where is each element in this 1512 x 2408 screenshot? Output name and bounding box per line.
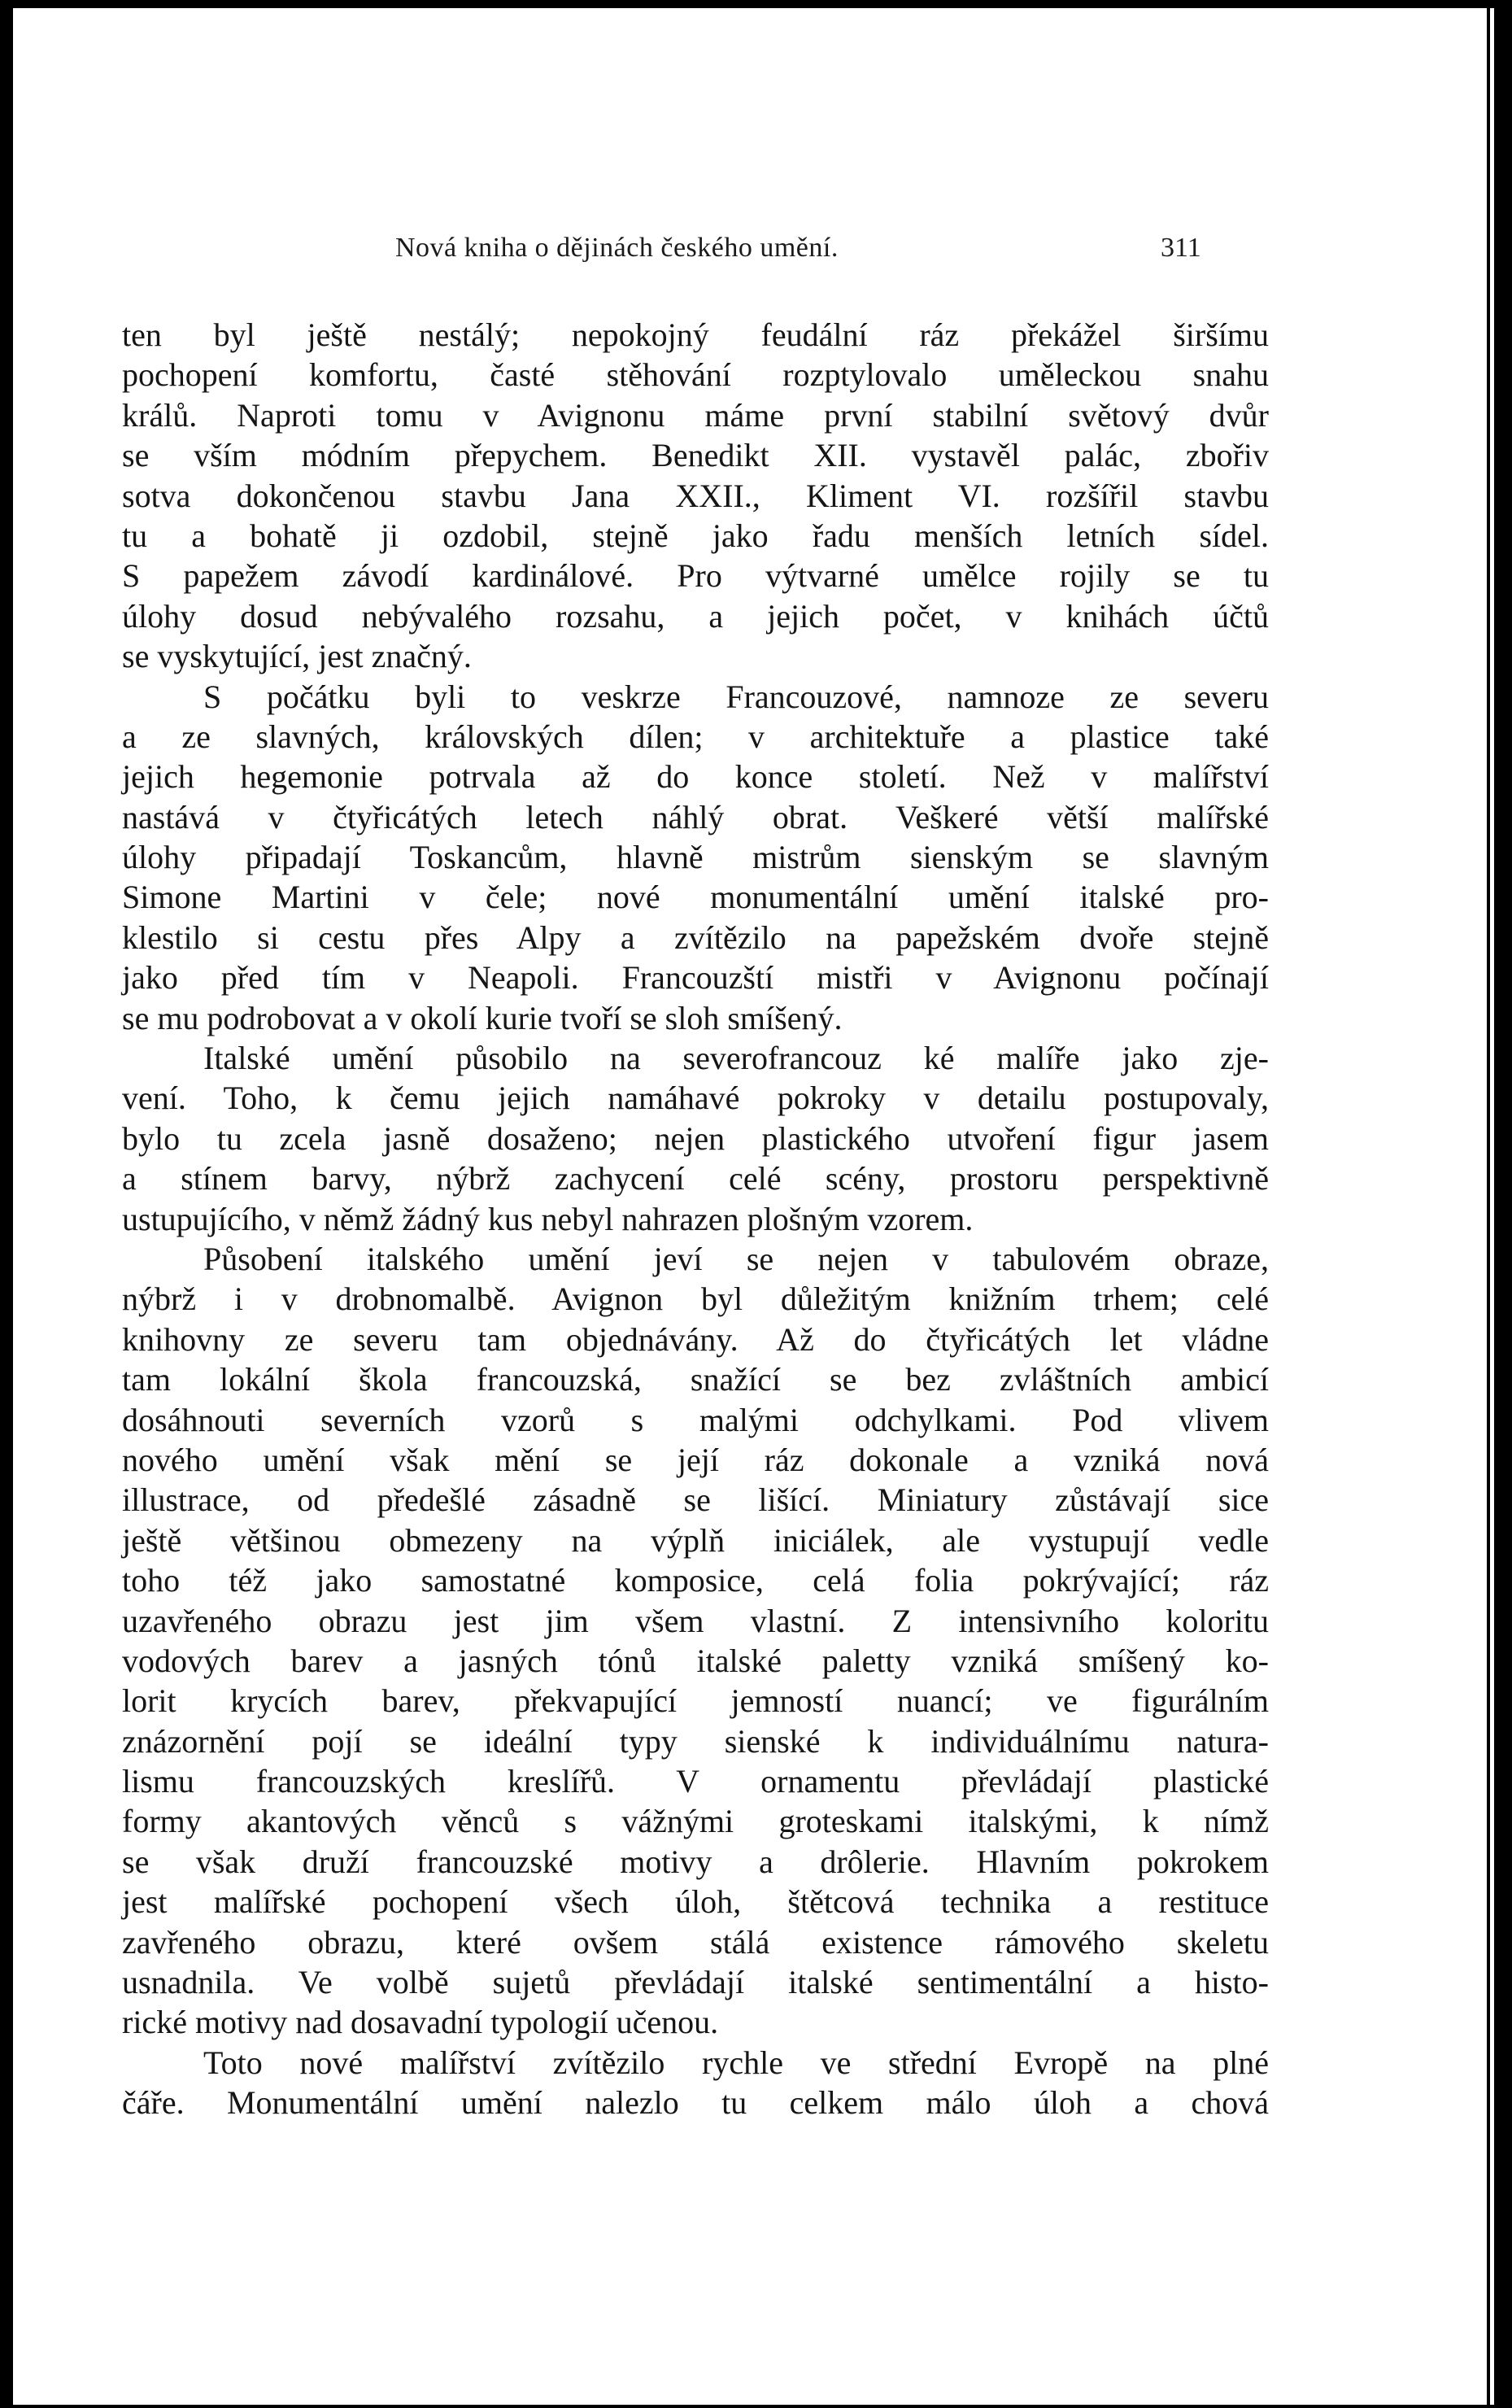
page-number: 311 — [1161, 233, 1201, 263]
text-line: čáře. Monumentální umění nalezlo tu celkem málo úloh a chová — [122, 2084, 1269, 2122]
text-line: toho též jako samostatné komposice, celá folia pokrývající; ráz — [122, 1562, 1269, 1599]
text-line: Toto nové malířství zvítězilo rychle ve střední Evropě na plné — [203, 2044, 1269, 2081]
text-line: uzavřeného obrazu jest jim všem vlastní. Z intensivního koloritu — [122, 1602, 1269, 1639]
text-line: formy akantových věnců s vážnými groteskami italskými, k nímž — [122, 1803, 1269, 1840]
text-line: Působení italského umění jeví se nejen v tabulovém obraze, — [203, 1240, 1269, 1277]
text-line: lorit krycích barev, překvapující jemností nuancí; ve figurálním — [122, 1682, 1269, 1720]
text-line: se však druží francouzské motivy a drôlerie. Hlavním pokrokem — [122, 1843, 1269, 1880]
text-line: S papežem závodí kardinálové. Pro výtvarné umělce rojily se tu — [122, 557, 1269, 595]
text-line: a ze slavných, královských dílen; v architektuře a plastice také — [122, 718, 1269, 755]
text-line: znázornění pojí se ideální typy sienské k individuálnímu natura- — [122, 1722, 1269, 1760]
text-line: sotva dokončenou stavbu Jana XXII., Kliment VI. rozšířil stavbu — [122, 477, 1269, 514]
text-line: Italské umění působilo na severofrancouz ké malíře jako zje- — [203, 1040, 1269, 1077]
text-line: Simone Martini v čele; nové monumentální umění italské pro- — [122, 879, 1269, 916]
text-line: vení. Toho, k čemu jejich namáhavé pokroky v detailu postupovaly, — [122, 1080, 1269, 1117]
text-line: se vyskytující, jest značný. — [122, 638, 472, 675]
running-title: Nová kniha o dějinách českého umění. — [395, 233, 839, 263]
text-line: tu a bohatě ji ozdobil, stejně jako řadu menších letních sídel. — [122, 517, 1269, 554]
text-line: se mu podrobovat a v okolí kurie tvoří se sloh smíšený. — [122, 999, 843, 1036]
text-line: jejich hegemonie potrvala až do konce století. Než v malířství — [122, 758, 1269, 796]
page-header — [13, 233, 1487, 278]
scan-edge — [1490, 8, 1494, 2405]
text-line: bylo tu zcela jasně dosaženo; nejen plastického utvoření figur jasem — [122, 1119, 1269, 1157]
text-line: klestilo si cestu přes Alpy a zvítězilo na papežském dvoře stejně — [122, 918, 1269, 956]
text-line: S počátku byli to veskrze Francouzové, namnoze ze severu — [203, 678, 1269, 715]
book-page — [13, 8, 1487, 2405]
text-line: usnadnila. Ve volbě sujetů převládají italské sentimentální a histo- — [122, 1964, 1269, 2001]
text-line: tam lokální škola francouzská, snažící se bez zvláštních ambicí — [122, 1361, 1269, 1398]
text-line: nastává v čtyřicátých letech náhlý obrat. Veškeré větší malířské — [122, 798, 1269, 835]
text-line: vodových barev a jasných tónů italské paletty vzniká smíšený ko- — [122, 1642, 1269, 1679]
text-line: ustupujícího, v němž žádný kus nebyl nahrazen plošným vzorem. — [122, 1200, 974, 1237]
body-text — [122, 315, 1269, 2123]
text-line: úlohy dosud nebývalého rozsahu, a jejich počet, v knihách účtů — [122, 597, 1269, 635]
text-line: ještě většinou obmezeny na výplň iniciálek, ale vystupují vedle — [122, 1521, 1269, 1559]
text-line: nýbrž i v drobnomalbě. Avignon byl důležitým knižním trhem; celé — [122, 1280, 1269, 1318]
text-line: nového umění však mění se její ráz dokonale a vzniká nová — [122, 1441, 1269, 1478]
text-line: lismu francouzských kreslířů. V ornamentu převládají plastické — [122, 1763, 1269, 1800]
text-line: jest malířské pochopení všech úloh, štětcová technika a restituce — [122, 1883, 1269, 1921]
text-line: úlohy připadají Toskancům, hlavně mistrům sienským se slavným — [122, 839, 1269, 876]
text-line: a stínem barvy, nýbrž zachycení celé scény, prostoru perspektivně — [122, 1160, 1269, 1197]
text-line: illustrace, od předešlé zásadně se lišící. Miniatury zůstávají sice — [122, 1481, 1269, 1519]
text-line: pochopení komfortu, časté stěhování rozptylovalo uměleckou snahu — [122, 356, 1269, 394]
text-line: dosáhnouti severních vzorů s malými odchylkami. Pod vlivem — [122, 1401, 1269, 1438]
text-line: králů. Naproti tomu v Avignonu máme první stabilní světový dvůr — [122, 396, 1269, 434]
text-line: se vším módním přepychem. Benedikt XII. vystavěl palác, zbořiv — [122, 437, 1269, 474]
text-line: zavřeného obrazu, které ovšem stálá existence rámového skeletu — [122, 1923, 1269, 1961]
text-line: jako před tím v Neapoli. Francouzští mistři v Avignonu počínají — [122, 959, 1269, 997]
text-line: rické motivy nad dosavadní typologií učenou. — [122, 2004, 719, 2041]
text-line: knihovny ze severu tam objednávány. Až do čtyřicátých let vládne — [122, 1320, 1269, 1358]
text-line: ten byl ještě nestálý; nepokojný feudální ráz překážel širšímu — [122, 316, 1269, 353]
